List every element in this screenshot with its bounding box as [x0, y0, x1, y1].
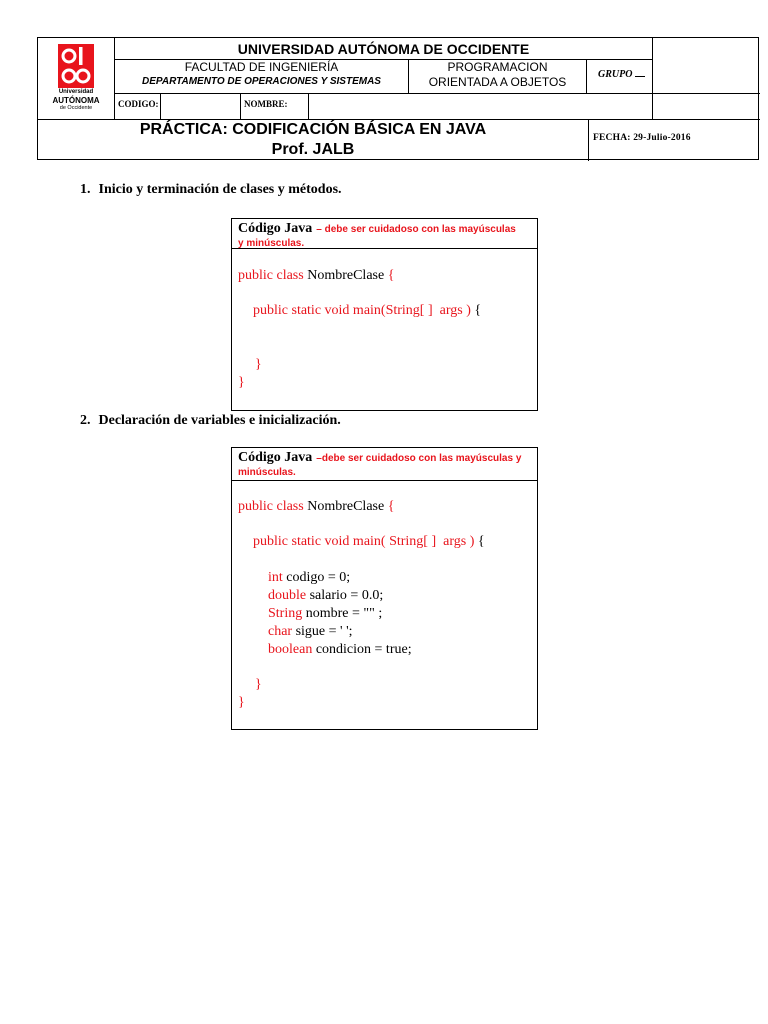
divider [114, 93, 760, 94]
code-box-note: –debe ser cuidadoso con las mayúsculas y [316, 453, 522, 464]
section-number: 1. [80, 182, 91, 197]
course-line-2: ORIENTADA A OBJETOS [428, 75, 567, 89]
divider [240, 93, 241, 119]
code-line [268, 605, 382, 623]
code-line [253, 302, 481, 320]
code-type: int [268, 570, 283, 585]
nombre-label: NOMBRE: [244, 99, 288, 109]
department-name: DEPARTAMENTO DE OPERACIONES Y SISTEMAS [142, 76, 381, 87]
professor-name: Prof. JALB [271, 141, 355, 158]
section-title: Inicio y terminación de clases y métodos. [98, 182, 342, 197]
divider [588, 119, 589, 161]
section-1-heading [80, 182, 342, 198]
code-text: NombreClase [307, 268, 388, 283]
code-box-note: – debe ser cuidadoso con las mayúsculas [316, 224, 516, 235]
date-label: FECHA: 29-Julio-2016 [593, 133, 691, 143]
code-text: NombreClase [307, 499, 388, 514]
code-keyword: public class [238, 268, 308, 283]
section-2-heading [80, 413, 341, 429]
group-label-text: GRUPO [598, 69, 633, 80]
code-brace: { [477, 534, 485, 549]
university-logo [42, 42, 110, 116]
code-type: boolean [268, 642, 313, 657]
code-line [268, 623, 352, 641]
divider [308, 93, 309, 119]
code-box-title: Código Java [238, 221, 313, 236]
logo-word-3: de Occidente [59, 105, 93, 111]
code-line [238, 498, 394, 516]
code-brace: { [387, 499, 395, 514]
divider [652, 38, 653, 119]
code-brace: { [474, 303, 482, 318]
code-keyword: public class [238, 499, 308, 514]
section-number: 2. [80, 413, 91, 428]
code-text: salario = 0.0; [306, 588, 384, 603]
code-keyword: public static void main( String[ ] args ) [253, 534, 478, 549]
course-line-1: PROGRAMACION [447, 60, 548, 74]
code-box-note-cont: y minúsculas. [238, 238, 305, 249]
divider [160, 93, 161, 119]
code-box-2 [231, 447, 538, 730]
code-line [268, 587, 383, 605]
code-keyword: public static void main(String[ ] args ) [253, 303, 475, 318]
code-line: } [255, 357, 262, 372]
divider [586, 59, 587, 93]
faculty-name: FACULTAD DE INGENIERÍA [184, 60, 339, 74]
code-text: condicion = true; [312, 642, 412, 657]
code-box-header [232, 448, 537, 481]
logo-word-1: Universidad [58, 89, 94, 95]
header-table [37, 37, 759, 160]
code-type: char [268, 624, 293, 639]
code-brace: { [387, 268, 395, 283]
code-line: } [238, 375, 245, 390]
code-text: codigo = 0; [282, 570, 351, 585]
code-line [253, 533, 485, 551]
code-line [238, 267, 394, 285]
code-type: double [268, 588, 307, 603]
logo-word-2: AUTÓNOMA [52, 96, 100, 105]
group-blank [635, 76, 645, 77]
practice-title: PRÁCTICA: CODIFICACIÓN BÁSICA EN JAVA [139, 121, 487, 138]
university-name: UNIVERSIDAD AUTÓNOMA DE OCCIDENTE [237, 41, 530, 57]
codigo-label: CODIGO: [118, 99, 159, 109]
code-box-title: Código Java [238, 450, 313, 465]
section-title: Declaración de variables e inicialización. [98, 413, 341, 428]
code-box-1 [231, 218, 538, 411]
code-text: sigue = ' '; [292, 624, 353, 639]
code-type: String [268, 606, 303, 621]
group-label [598, 69, 645, 80]
code-box-note-cont: minúsculas. [238, 467, 296, 478]
code-line: } [238, 695, 245, 710]
code-text: nombre = "" ; [302, 606, 383, 621]
logo-emblem-icon [42, 42, 110, 92]
code-line [268, 641, 412, 659]
code-line [268, 569, 350, 587]
code-line: } [255, 677, 262, 692]
code-box-header [232, 219, 537, 249]
